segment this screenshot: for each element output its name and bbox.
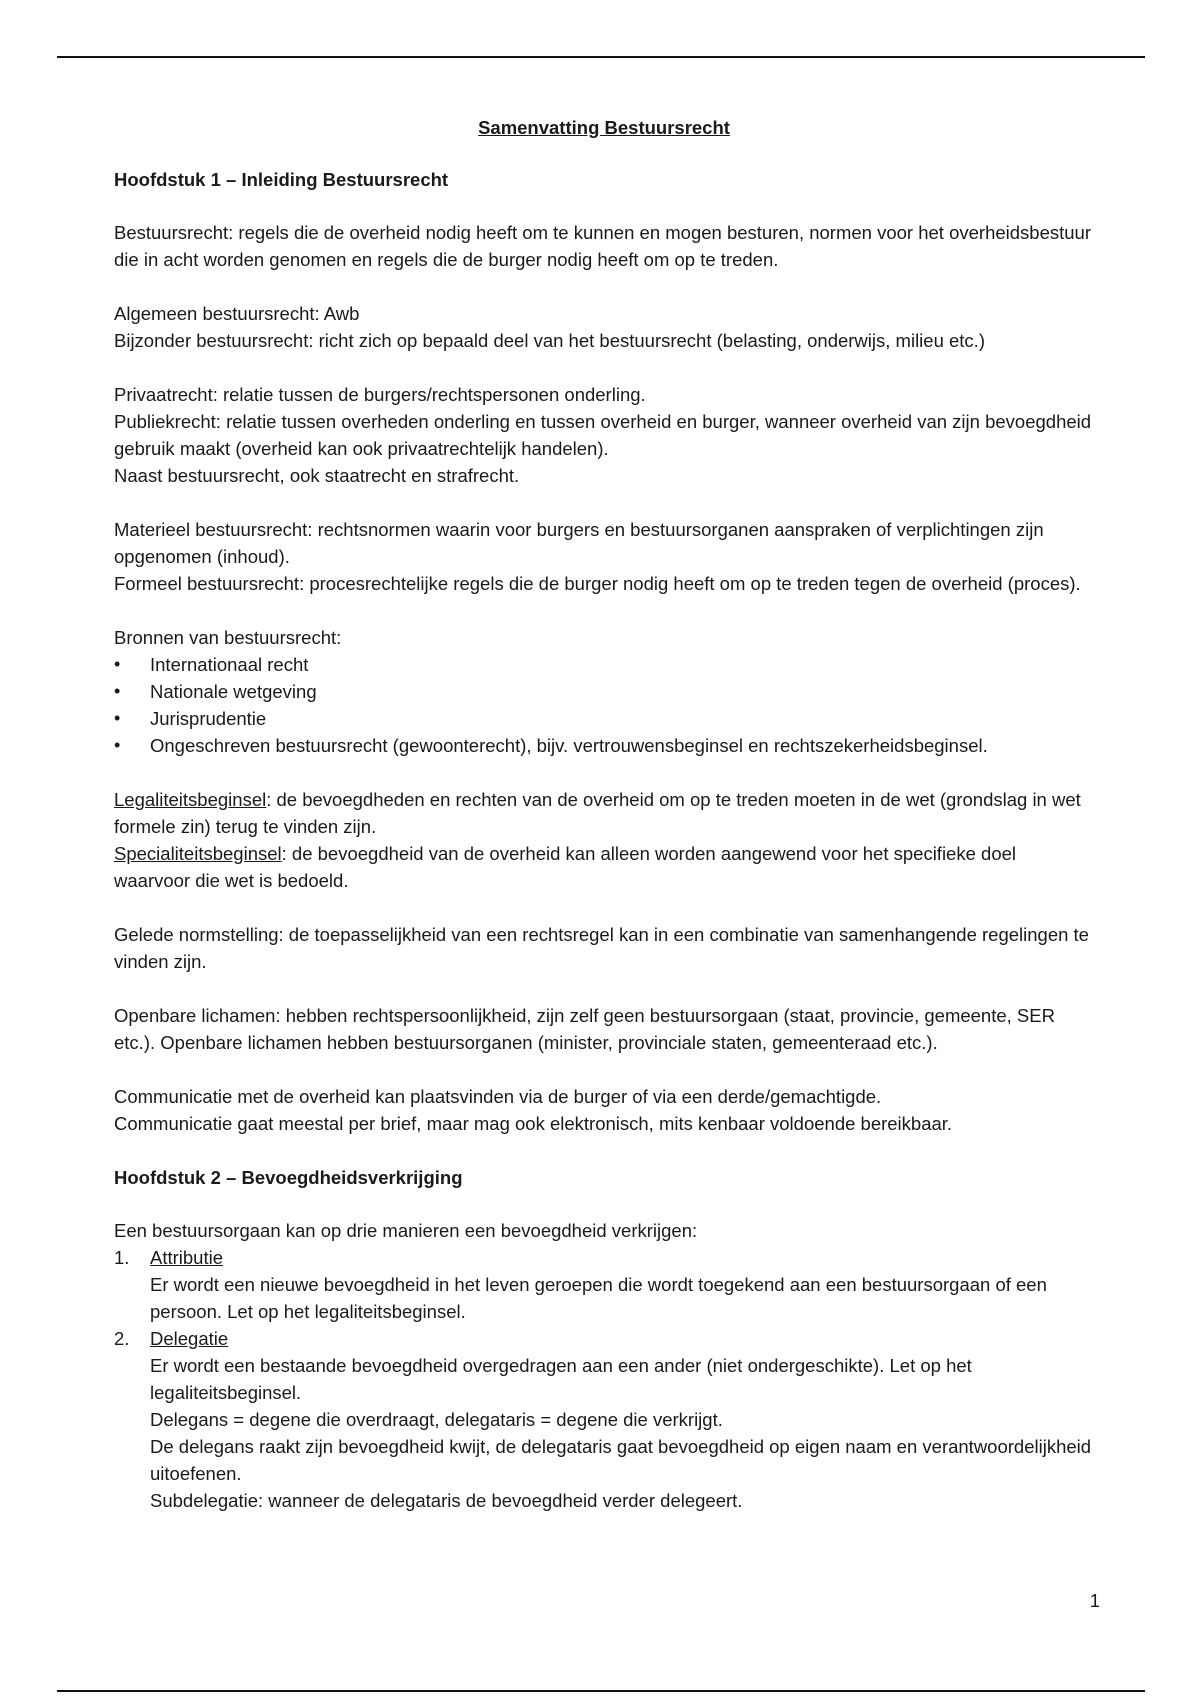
paragraph-beginselen xyxy=(114,786,1094,894)
line-bijzonder: Bijzonder bestuursrecht: richt zich op bepaald deel van het bestuursrecht (belasting, onderwijs, milieu etc.) xyxy=(114,330,985,351)
top-rule xyxy=(57,56,1145,58)
bottom-rule xyxy=(57,1690,1145,1692)
line-specialiteit xyxy=(114,840,1094,894)
list-item: • Jurisprudentie xyxy=(114,705,1094,732)
line-naast: Naast bestuursrecht, ook staatrecht en strafrecht. xyxy=(114,465,520,486)
list-item-delegatie xyxy=(114,1325,1094,1514)
list-item: • Internationaal recht xyxy=(114,651,1094,678)
term-legaliteitsbeginsel: Legaliteitsbeginsel xyxy=(114,789,267,810)
document-body xyxy=(114,114,1094,1514)
list-item-attributie xyxy=(114,1244,1094,1325)
document-title: Samenvatting Bestuursrecht xyxy=(478,117,730,138)
list-item: • Ongeschreven bestuursrecht (gewoonterecht), bijv. vertrouwensbeginsel en rechtszekerheidsbeginsel. xyxy=(114,732,1094,759)
delegatie-text-2: Delegans = degene die overdraagt, delegataris = degene die verkrijgt. xyxy=(150,1409,723,1430)
line-publiekrecht: Publiekrecht: relatie tussen overheden onderling en tussen overheid en burger, wanneer overheid van zijn bevoegdheid gebruik maakt (overheid kan ook privaatrechtelijk handelen). xyxy=(114,411,1092,459)
bronnen-list xyxy=(114,651,1094,759)
chapter1-heading: Hoofdstuk 1 – Inleiding Bestuursrecht xyxy=(114,169,449,190)
item-number: 1. xyxy=(114,1247,130,1268)
chapter2-heading: Hoofdstuk 2 – Bevoegdheidsverkrijging xyxy=(114,1167,463,1188)
line-formeel: Formeel bestuursrecht: procesrechtelijke regels die de burger nodig heeft om op te treden tegen de overheid (proces). xyxy=(114,573,1081,594)
delegatie-text-3: De delegans raakt zijn bevoegdheid kwijt, de delegataris gaat bevoegdheid op eigen naam en verantwoordelijkheid uitoefenen. xyxy=(150,1436,1092,1484)
delegatie-text-1: Er wordt een bestaande bevoegdheid overgedragen aan een ander (niet ondergeschikte). Let op het legaliteitsbeginsel. xyxy=(150,1355,972,1403)
paragraph-bestuursrecht: Bestuursrecht: regels die de overheid nodig heeft om te kunnen en mogen besturen, normen voor het overheidsbestuur die in acht worden genomen en regels die de burger nodig heeft om op te treden. xyxy=(114,222,1091,270)
paragraph-materieel-formeel xyxy=(114,516,1094,597)
list-item: • Nationale wetgeving xyxy=(114,678,1094,705)
bronnen-intro: Bronnen van bestuursrecht: xyxy=(114,627,342,648)
line-legaliteit xyxy=(114,786,1094,840)
paragraph-algemeen-bijzonder xyxy=(114,300,1094,354)
term-delegatie: Delegatie xyxy=(150,1328,229,1349)
specialiteit-definition: : de bevoegdheid van de overheid kan alleen worden aangewend voor het specifieke doel waarvoor die wet is bedoeld. xyxy=(114,843,1017,891)
paragraph-privaat-publiek xyxy=(114,381,1094,489)
line-materieel: Materieel bestuursrecht: rechtsnormen waarin voor burgers en bestuursorganen aanspraken of verplichtingen zijn opgenomen (inhoud). xyxy=(114,519,1044,567)
line-privaatrecht: Privaatrecht: relatie tussen de burgers/rechtspersonen onderling. xyxy=(114,384,646,405)
line-communicatie-1: Communicatie met de overheid kan plaatsvinden via de burger of via een derde/gemachtigde. xyxy=(114,1086,882,1107)
ways-list xyxy=(114,1244,1094,1514)
item-number: 2. xyxy=(114,1328,130,1349)
term-specialiteitsbeginsel: Specialiteitsbeginsel xyxy=(114,843,282,864)
line-communicatie-2: Communicatie gaat meestal per brief, maar mag ook elektronisch, mits kenbaar voldoende bereikbaar. xyxy=(114,1113,953,1134)
legaliteit-definition: : de bevoegdheden en rechten van de overheid om op te treden moeten in de wet (grondslag in wet formele zin) terug te vinden zijn. xyxy=(114,789,1081,837)
term-attributie: Attributie xyxy=(150,1247,224,1268)
line-algemeen: Algemeen bestuursrecht: Awb xyxy=(114,303,360,324)
attributie-text: Er wordt een nieuwe bevoegdheid in het leven geroepen die wordt toegekend aan een bestuursorgaan of een persoon. Let op het legaliteitsbeginsel. xyxy=(150,1274,1047,1322)
chapter2-intro: Een bestuursorgaan kan op drie manieren een bevoegdheid verkrijgen: xyxy=(114,1220,698,1241)
paragraph-gelede-normstelling: Gelede normstelling: de toepasselijkheid van een rechtsregel kan in een combinatie van samenhangende regelingen te vinden zijn. xyxy=(114,924,1089,972)
delegatie-text-4: Subdelegatie: wanneer de delegataris de bevoegdheid verder delegeert. xyxy=(150,1490,743,1511)
paragraph-communicatie xyxy=(114,1083,1094,1137)
page-number: 1 xyxy=(1089,1590,1100,1611)
paragraph-openbare-lichamen: Openbare lichamen: hebben rechtspersoonlijkheid, zijn zelf geen bestuursorgaan (staat, provincie, gemeente, SER etc.). Openbare lichamen hebben bestuursorganen (minister, provinciale staten, gemeenteraad etc.). xyxy=(114,1005,1055,1053)
